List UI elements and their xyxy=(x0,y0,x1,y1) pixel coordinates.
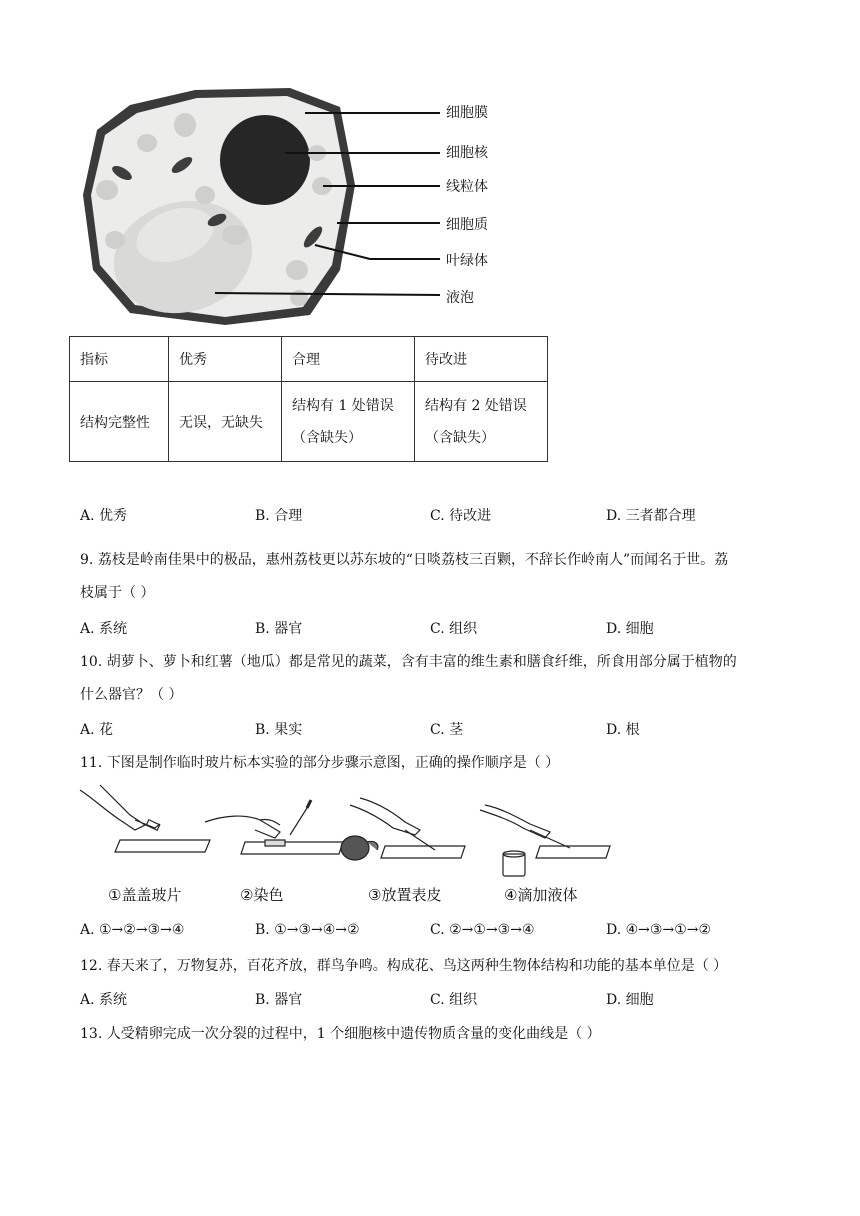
cell-excellent: 无误，无缺失 xyxy=(169,382,282,462)
label-nucleus: 细胞核 xyxy=(446,145,488,161)
step3-illustration xyxy=(341,798,465,860)
q9-stem-line1: 9. 荔枝是岭南佳果中的极品，惠州荔枝更以苏东坡的“日啖荔枝三百颗，不辞长作岭南人”而闻名于世。荔 xyxy=(80,552,729,568)
q12-option-b[interactable]: B. 器官 xyxy=(255,992,303,1008)
table-row xyxy=(70,382,548,462)
step-1-label: ①盖盖玻片 xyxy=(108,886,182,904)
step1-illustration xyxy=(80,785,210,852)
q8-option-b[interactable]: B. 合理 xyxy=(255,508,303,524)
table-header-row xyxy=(70,337,548,382)
step-3-label: ③放置表皮 xyxy=(368,886,442,904)
q11-stem-line1: 11. 下图是制作临时玻片标本实验的部分步骤示意图，正确的操作顺序是（ ） xyxy=(80,755,560,771)
evaluation-table xyxy=(69,336,548,462)
header-reasonable: 合理 xyxy=(282,337,415,382)
label-chloroplast: 叶绿体 xyxy=(446,253,488,269)
q10-stem-line1: 10. 胡萝卜、萝卜和红薯（地瓜）都是常见的蔬菜，含有丰富的维生素和膳食纤维，所食用部分属于植物的 xyxy=(80,654,737,670)
q11-option-c[interactable]: C. ②→①→③→④ xyxy=(430,922,535,938)
cell-structure-integrity: 结构完整性 xyxy=(70,382,169,462)
label-cell-membrane: 细胞膜 xyxy=(446,105,488,121)
q9-stem-line2: 枝属于（ ） xyxy=(80,585,155,601)
q12-option-a[interactable]: A. 系统 xyxy=(80,992,128,1008)
q11-option-a[interactable]: A. ①→②→③→④ xyxy=(80,922,185,938)
q8-option-a[interactable]: A. 优秀 xyxy=(80,508,128,524)
step-2-label: ②染色 xyxy=(240,886,284,904)
q9-option-c[interactable]: C. 组织 xyxy=(430,621,478,637)
q10-option-d[interactable]: D. 根 xyxy=(606,722,640,738)
cell-reasonable: 结构有 1 处错误 （含缺失） xyxy=(282,382,415,462)
label-cytoplasm: 细胞质 xyxy=(446,217,488,233)
q11-option-d[interactable]: D. ④→③→①→② xyxy=(606,922,712,938)
cell-needs-improvement: 结构有 2 处错误 （含缺失） xyxy=(415,382,548,462)
header-indicator: 指标 xyxy=(70,337,169,382)
header-excellent: 优秀 xyxy=(169,337,282,382)
header-needs-improvement: 待改进 xyxy=(415,337,548,382)
q13-stem-line1: 13. 人受精卵完成一次分裂的过程中，1 个细胞核中遗传物质含量的变化曲线是（ ） xyxy=(80,1026,601,1042)
q10-option-a[interactable]: A. 花 xyxy=(80,722,114,738)
q9-option-b[interactable]: B. 器官 xyxy=(255,621,303,637)
step2-illustration xyxy=(205,800,343,854)
label-mitochondria: 线粒体 xyxy=(446,179,488,195)
slide-preparation-steps-figure xyxy=(75,780,615,880)
q10-option-c[interactable]: C. 茎 xyxy=(430,722,464,738)
q12-option-d[interactable]: D. 细胞 xyxy=(606,992,654,1008)
step4-illustration xyxy=(480,805,610,876)
q9-option-d[interactable]: D. 细胞 xyxy=(606,621,654,637)
q9-option-a[interactable]: A. 系统 xyxy=(80,621,128,637)
q12-option-c[interactable]: C. 组织 xyxy=(430,992,478,1008)
step-4-label: ④滴加液体 xyxy=(504,886,578,904)
q10-stem-line2: 什么器官？（ ） xyxy=(80,687,183,703)
q10-option-b[interactable]: B. 果实 xyxy=(255,722,303,738)
q12-stem-line1: 12. 春天来了，万物复苏，百花齐放，群鸟争鸣。构成花、鸟这两种生物体结构和功能的基本单位是（ ） xyxy=(80,958,728,974)
q11-option-b[interactable]: B. ①→③→④→② xyxy=(255,922,360,938)
label-vacuole: 液泡 xyxy=(446,290,474,306)
q8-option-d[interactable]: D. 三者都合理 xyxy=(606,508,696,524)
nucleus xyxy=(220,115,310,205)
q8-option-c[interactable]: C. 待改进 xyxy=(430,508,492,524)
